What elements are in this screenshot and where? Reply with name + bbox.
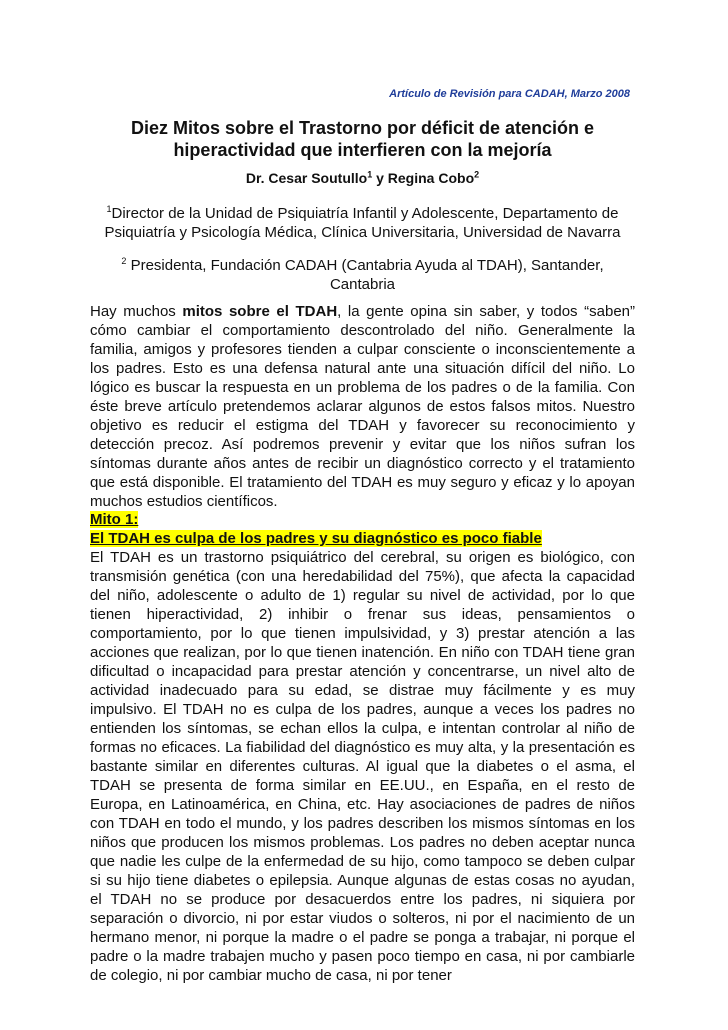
title-line-1: Diez Mitos sobre el Trastorno por déficit de atención e [130,118,595,138]
author-1: Dr. Cesar Soutullo [245,170,368,186]
affiliation-1-line-2: Psiquiatría y Psicología Médica, Clínica Universitaria, Universidad de Navarra [104,224,621,241]
affiliation-1-line-1 [90,204,635,223]
myth-1-title [90,529,635,548]
article-title [90,117,635,161]
intro-text-rest: , la gente opina sin saber, y todos “saben” cómo cambiar el comportamiento descontrolado del niño. Generalmente la familia, amigos y profesores tienden a culpar consciente o inconscientemente a los padres. Esto es una defensa natural ante una situación difícil del niño. Lo lógico es buscar la respuesta en un problema de los padres o de la familia. Con éste breve artículo pretendemos aclarar algunos de estos falsos mitos. Nuestro objetivo es reducir el estigma del TDAH y favorecer su reconocimiento y detección precoz. Así podremos prevenir y evitar que los niños sufran los síntomas durante años antes de recibir un diagnóstico correcto y el tratamiento que está disponible. El tratamiento del TDAH es muy seguro y eficaz y lo apoyan muchos estudios científicos. [90,303,635,510]
myth-1-title-text: El TDAH es culpa de los padres y su diagnóstico es poco fiable [90,530,542,547]
title-line-2: hiperactividad que interfieren con la mejoría [173,140,552,160]
author-2-superscript: 2 [474,169,480,180]
myth-1-label [90,510,635,529]
affiliation-2-line-2: Cantabria [329,276,396,293]
intro-bold-phrase: mitos sobre el TDAH [182,303,338,320]
affiliation-1-text-1: Director de la Unidad de Psiquiatría Infantil y Adolescente, Departamento de [111,205,619,222]
affiliation-1 [90,204,635,242]
author-line [90,170,635,186]
affiliation-2 [90,256,635,294]
intro-paragraph [90,302,635,511]
affiliation-2-text-1: Presidenta, Fundación CADAH (Cantabria Ayuda al TDAH), Santander, [126,257,604,274]
myth-1-label-text: Mito 1: [90,511,139,528]
journal-header: Artículo de Revisión para CADAH, Marzo 2008 [389,88,630,100]
affiliation-2-line-1 [90,256,635,275]
myth-1-heading [90,510,635,548]
affiliation-1-number: 1 [106,204,112,214]
author-1-superscript: 1 [367,169,373,180]
intro-text-start: Hay muchos [90,303,183,320]
myth-1-paragraph: El TDAH es un trastorno psiquiátrico del cerebral, su origen es biológico, con transmisión genética (con una heredabilidad del 75%), que afecta la capacidad del niño, adolescente o adulto de 1) regular su nivel de actividad, por lo que tienen hiperactividad, 2) inhibir o frenar sus ideas, pensamientos o comportamiento, por lo que tienen impulsividad, y 3) prestar atención a las acciones que realizan, por lo que tienen inatención. En niño con TDAH tiene gran dificultad o incapacidad para prestar atención y concentrarse, un nivel alto de actividad inadecuado para su edad, se distrae muy fácilmente y es muy impulsivo. El TDAH no es culpa de los padres, aunque a veces los padres no entienden los síntomas, se echan ellos la culpa, e intentan controlar al niño de formas no eficaces. La fiabilidad del diagnóstico es muy alta, y la presentación es bastante similar en diferentes culturas. Al igual que la diabetes o el asma, el TDAH se presenta de forma similar en EE.UU., en España, en el resto de Europa, en Latinoamérica, en China, etc. Hay asociaciones de padres de niños con TDAH en todo el mundo, y los padres describen los mismos síntomas en los niños que producen los mismos problemas. Los padres no deben aceptar nunca que nadie les culpe de la enfermedad de su hijo, como tampoco se deben culpar si su hijo tiene diabetes o epilepsia. Aunque algunas de estas cosas no ayudan, el TDAH no se produce por desacuerdos entre los padres, ni siquiera por separación o divorcio, ni por estar viudos o solteros, ni por el nacimiento de un hermano menor, ni porque la madre o el padre se ponga a trabajar, ni porque el padre o la madre trabajen mucho y pasen poco tiempo en casa, ni por cambiarle de colegio, ni por cambiar mucho de casa, ni por tener [90,549,635,984]
affiliation-2-number: 2 [121,256,127,266]
author-2: y Regina Cobo [372,170,475,186]
